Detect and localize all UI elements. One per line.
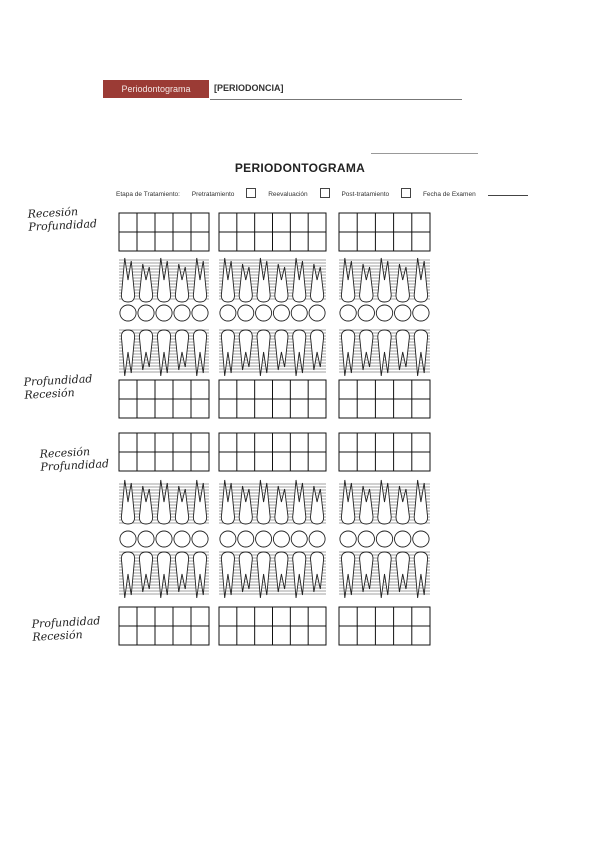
lower-buccal-tooth <box>396 552 409 592</box>
measurement-grid <box>119 433 209 471</box>
upper-buccal-tooth <box>121 258 134 302</box>
measurement-grid <box>339 380 430 418</box>
label-upper-top: Recesión Profundidad <box>27 205 98 234</box>
lower-lingual-tooth <box>396 486 409 524</box>
lower-buccal-tooth <box>139 552 152 592</box>
lower-occlusal-crown <box>174 531 190 547</box>
lower-lingual-tooth <box>341 480 354 524</box>
option-pretratamiento[interactable]: Pretratamiento <box>192 191 257 198</box>
upper-palatal-tooth <box>139 330 152 370</box>
lower-lingual-tooth <box>257 480 270 524</box>
upper-buccal-tooth <box>221 258 234 302</box>
form-title: PERIODONTOGRAMA <box>234 161 366 175</box>
upper-occlusal-crown <box>156 305 172 321</box>
lower-lingual-tooth <box>293 480 306 524</box>
upper-palatal-tooth <box>275 330 288 370</box>
upper-buccal-tooth <box>193 258 206 302</box>
lower-buccal-tooth <box>360 552 373 592</box>
upper-buccal-tooth <box>175 264 188 302</box>
upper-occlusal-crown <box>273 305 289 321</box>
lower-lingual-tooth <box>157 480 170 524</box>
measurement-grid <box>339 433 430 471</box>
measurement-grid <box>339 213 430 251</box>
lower-lingual-tooth <box>193 480 206 524</box>
header-section-label: [PERIODONCIA] <box>214 83 284 93</box>
lower-buccal-tooth <box>275 552 288 592</box>
upper-occlusal-crown <box>291 305 307 321</box>
lower-lingual-tooth <box>414 480 427 524</box>
measurement-grid <box>219 213 326 251</box>
lower-occlusal-crown <box>358 531 374 547</box>
lower-lingual-tooth <box>378 480 391 524</box>
lower-occlusal-crown <box>220 531 236 547</box>
lower-occlusal-crown <box>376 531 392 547</box>
lower-lingual-tooth <box>175 486 188 524</box>
upper-buccal-tooth <box>396 264 409 302</box>
upper-palatal-tooth <box>175 330 188 370</box>
upper-buccal-tooth <box>378 258 391 302</box>
measurement-grid <box>219 433 326 471</box>
measurement-grid <box>219 380 326 418</box>
lower-occlusal-crown <box>238 531 254 547</box>
upper-buccal-tooth <box>257 258 270 302</box>
lower-occlusal-crown <box>138 531 154 547</box>
lower-occlusal-crown <box>192 531 208 547</box>
lower-lingual-tooth <box>221 480 234 524</box>
upper-buccal-tooth <box>293 258 306 302</box>
upper-buccal-tooth <box>311 264 324 302</box>
option-post-tratamiento[interactable]: Post-tratamiento <box>341 191 411 198</box>
lower-occlusal-crown <box>291 531 307 547</box>
lower-lingual-tooth <box>239 486 252 524</box>
measurement-grid <box>119 380 209 418</box>
lower-occlusal-crown <box>256 531 272 547</box>
upper-buccal-tooth <box>341 258 354 302</box>
stage-label: Etapa de Tratamiento: <box>116 191 180 198</box>
measurement-grid <box>119 607 209 645</box>
option-reevaluacion[interactable]: Reevaluación <box>268 191 329 198</box>
upper-occlusal-crown <box>376 305 392 321</box>
label-lower-top: Recesión Profundidad <box>39 445 110 474</box>
lower-lingual-tooth <box>311 486 324 524</box>
lower-occlusal-crown <box>395 531 411 547</box>
upper-occlusal-crown <box>192 305 208 321</box>
header-tab: Periodontograma <box>103 80 209 98</box>
upper-occlusal-crown <box>340 305 356 321</box>
upper-occlusal-crown <box>238 305 254 321</box>
upper-occlusal-crown <box>138 305 154 321</box>
upper-occlusal-crown <box>358 305 374 321</box>
label-lower-bottom: Profundidad Recesión <box>31 614 101 644</box>
upper-occlusal-crown <box>309 305 325 321</box>
lower-buccal-tooth <box>311 552 324 592</box>
upper-palatal-tooth <box>239 330 252 370</box>
lower-buccal-tooth <box>175 552 188 592</box>
upper-occlusal-crown <box>256 305 272 321</box>
lower-occlusal-crown <box>309 531 325 547</box>
upper-palatal-tooth <box>360 330 373 370</box>
upper-palatal-tooth <box>396 330 409 370</box>
lower-occlusal-crown <box>273 531 289 547</box>
lower-occlusal-crown <box>340 531 356 547</box>
upper-buccal-tooth <box>239 264 252 302</box>
upper-occlusal-crown <box>413 305 429 321</box>
measurement-grid <box>219 607 326 645</box>
lower-occlusal-crown <box>156 531 172 547</box>
lower-buccal-tooth <box>239 552 252 592</box>
upper-palatal-tooth <box>311 330 324 370</box>
measurement-grid <box>339 607 430 645</box>
label-upper-bottom: Profundidad Recesión <box>23 372 93 402</box>
measurement-grid <box>119 213 209 251</box>
upper-occlusal-crown <box>174 305 190 321</box>
upper-buccal-tooth <box>139 264 152 302</box>
upper-occlusal-crown <box>120 305 136 321</box>
lower-lingual-tooth <box>360 486 373 524</box>
date-label: Fecha de Examen <box>422 191 476 198</box>
lower-occlusal-crown <box>120 531 136 547</box>
upper-occlusal-crown <box>395 305 411 321</box>
upper-buccal-tooth <box>157 258 170 302</box>
upper-occlusal-crown <box>220 305 236 321</box>
upper-buccal-tooth <box>275 264 288 302</box>
upper-buccal-tooth <box>414 258 427 302</box>
lower-lingual-tooth <box>121 480 134 524</box>
upper-buccal-tooth <box>360 264 373 302</box>
lower-lingual-tooth <box>275 486 288 524</box>
lower-occlusal-crown <box>413 531 429 547</box>
teeth-drawings <box>120 258 429 598</box>
lower-lingual-tooth <box>139 486 152 524</box>
